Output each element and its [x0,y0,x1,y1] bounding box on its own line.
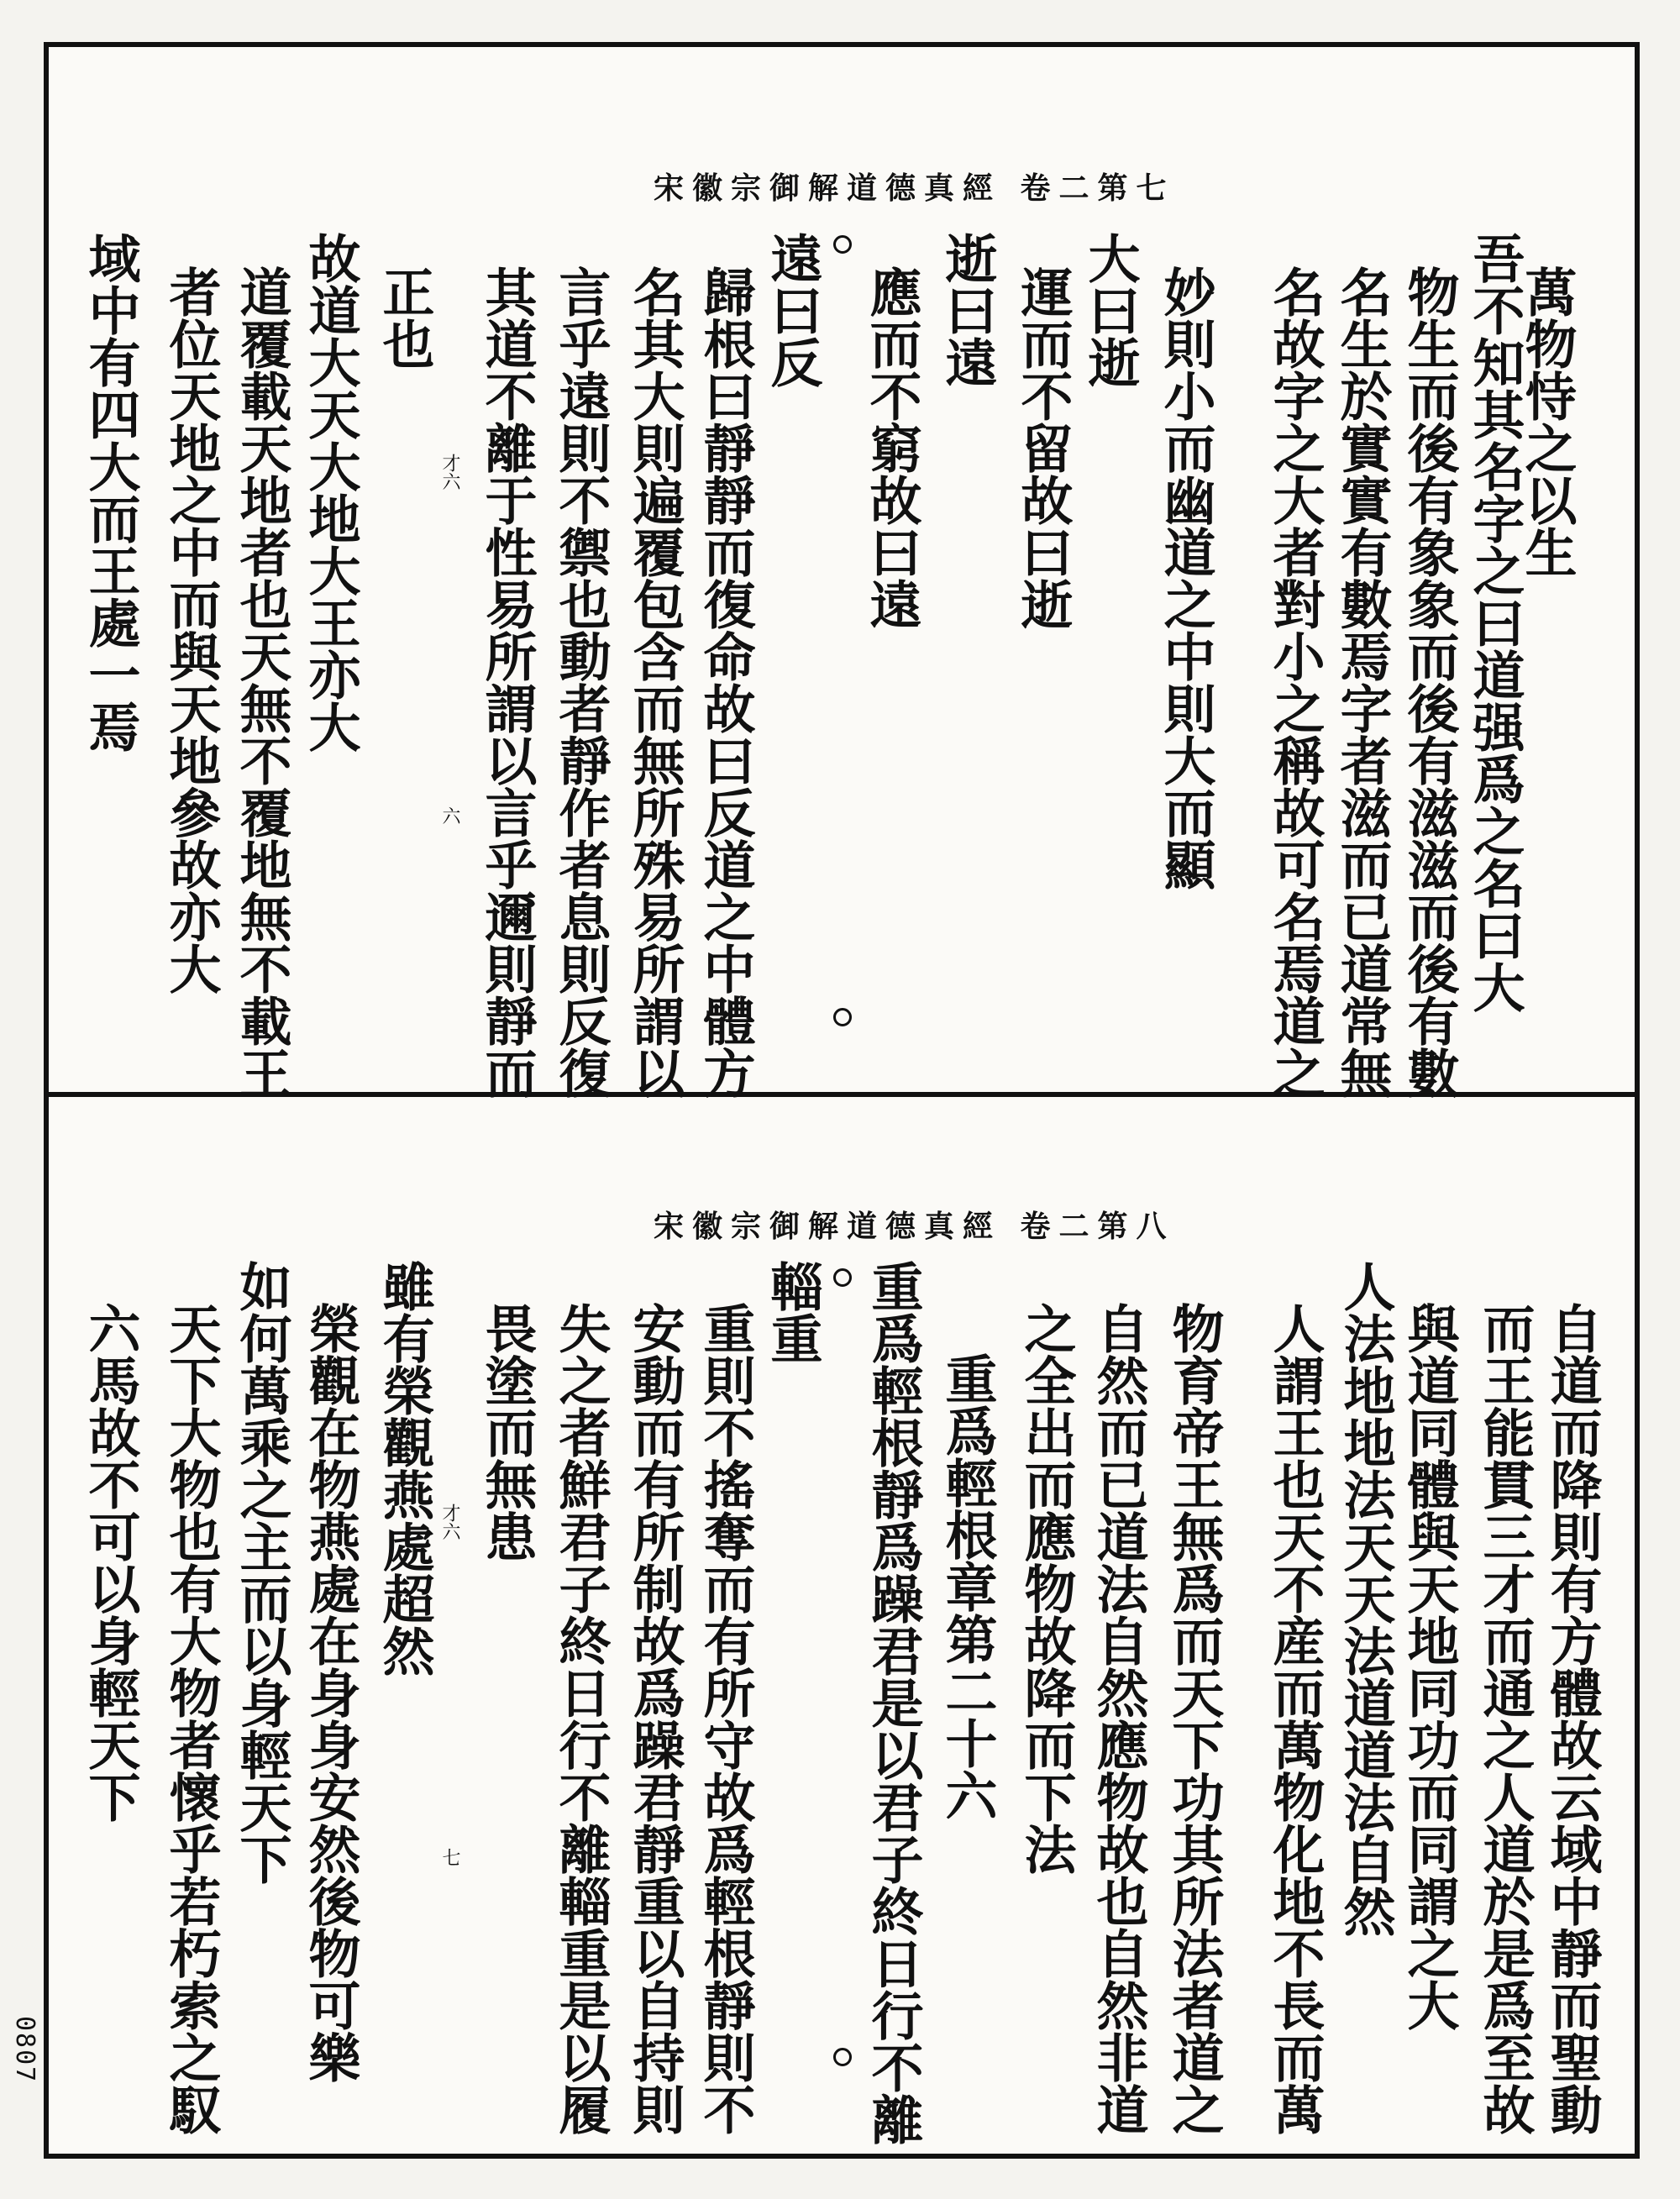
bottom-column-10: 重爲輕根靜爲躁君是以君子終日行不離 [863,1260,924,2145]
bottom-column-1: 自道而降則有方體故云域中靜而聖動 [1541,1302,1603,2135]
bottom-column-13: 安動而有所制故爲躁君靜重以自持則 [624,1302,685,2135]
top-column-11: 遠曰反 [762,232,823,388]
bottom-column-14: 失之者鮮君子終日行不離輜重是以履 [550,1302,612,2135]
bottom-column-17: 榮觀在物燕處在身身安然後物可樂 [300,1302,361,2083]
bottom-column-16: 雖有榮觀燕處超然 [374,1260,435,1677]
bottom-column-18: 如何萬乘之主而以身輕天下 [231,1260,292,1885]
bottom-column-8: 之全出而應物故降而下法 [1016,1302,1077,1875]
bottom-column-19: 天下大物也有大物者懷乎若朽索之馭 [160,1302,222,2135]
top-column-15: 其道不離于性易所謂以言乎邇則靜而 [476,265,538,1099]
top-column-4: 名生於實實有數焉字者滋而已道常無 [1331,265,1393,1099]
circle-mark [833,1008,852,1026]
bottom-column-20: 六馬故不可以身輕天下 [80,1302,141,1823]
top-column-17: 故道大天大地大王亦大 [300,232,361,753]
circle-mark [833,1268,852,1287]
circle-mark [833,2048,852,2066]
top-column-3: 物生而後有象象而後有滋滋而後有數 [1399,265,1460,1099]
bottom-column-4: 人法地地法天天法道道法自然 [1335,1260,1396,1937]
bottom-column-9: 重爲輕根章第二十六 [937,1352,998,1821]
top-column-20: 域中有四大而王處一焉 [80,232,141,753]
circle-mark [833,235,852,254]
top-column-14: 言乎遠則不禦也動者靜作者息則反復 [550,265,612,1099]
top-column-6: 妙則小而幽道之中則大而顯 [1155,265,1216,890]
bottom-column-2: 而王能貫三才而通之人道於是爲至故 [1474,1302,1536,2135]
bottom-column-5: 人謂王也天不産而萬物化地不長而萬 [1264,1302,1326,2135]
top-column-1: 萬物恃之以生 [1516,265,1578,578]
top-column-8: 運而不留故曰逝 [1012,265,1074,630]
top-column-12: 歸根曰靜靜而復命故曰反道之中體方 [695,265,756,1099]
bottom-column-12: 重則不搖奪而有所守故爲輕根靜則不 [695,1302,756,2135]
bottom-column-15: 畏塗而無患 [476,1302,538,1562]
top-column-16: 正也 [374,265,435,370]
top-column-19: 者位天地之中而與天地參故亦大 [160,265,222,995]
top-column-2: 吾不知其名字之曰道强爲之名曰大 [1464,232,1525,1013]
page-number: 0807 [10,2016,39,2084]
bottom-column-6: 物育帝王無爲而天下功其所法者道之 [1163,1302,1225,2135]
top-column-5: 名故字之大者對小之稱故可名焉道之 [1264,265,1326,1099]
top-column-18: 道覆載天地者也天無不覆地無不載王 [231,265,292,1099]
top-column-9: 逝曰遠 [937,232,998,388]
bottom-column-7: 自然而已道法自然應物故也自然非道 [1088,1302,1149,2135]
bottom-header: 宋徽宗御解道德真經 卷二第八 [654,1209,1175,1244]
bottom-column-11: 輜重 [762,1260,823,1364]
top-column-10: 應而不窮故曰遠 [861,265,922,630]
top-column-7: 大曰逝 [1079,232,1141,388]
top-column-13: 名其大則遍覆包含而無所殊易所謂以 [624,265,685,1099]
bottom-column-3: 與道同體與天地同功而同謂之大 [1399,1302,1460,2031]
leaf-mark: 六 [439,806,460,825]
leaf-mark: 才六 [439,1504,460,1540]
top-header: 宋徽宗御解道德真經 卷二第七 [654,171,1175,206]
leaf-mark: 才六 [439,454,460,491]
leaf-mark: 七 [439,1848,460,1866]
